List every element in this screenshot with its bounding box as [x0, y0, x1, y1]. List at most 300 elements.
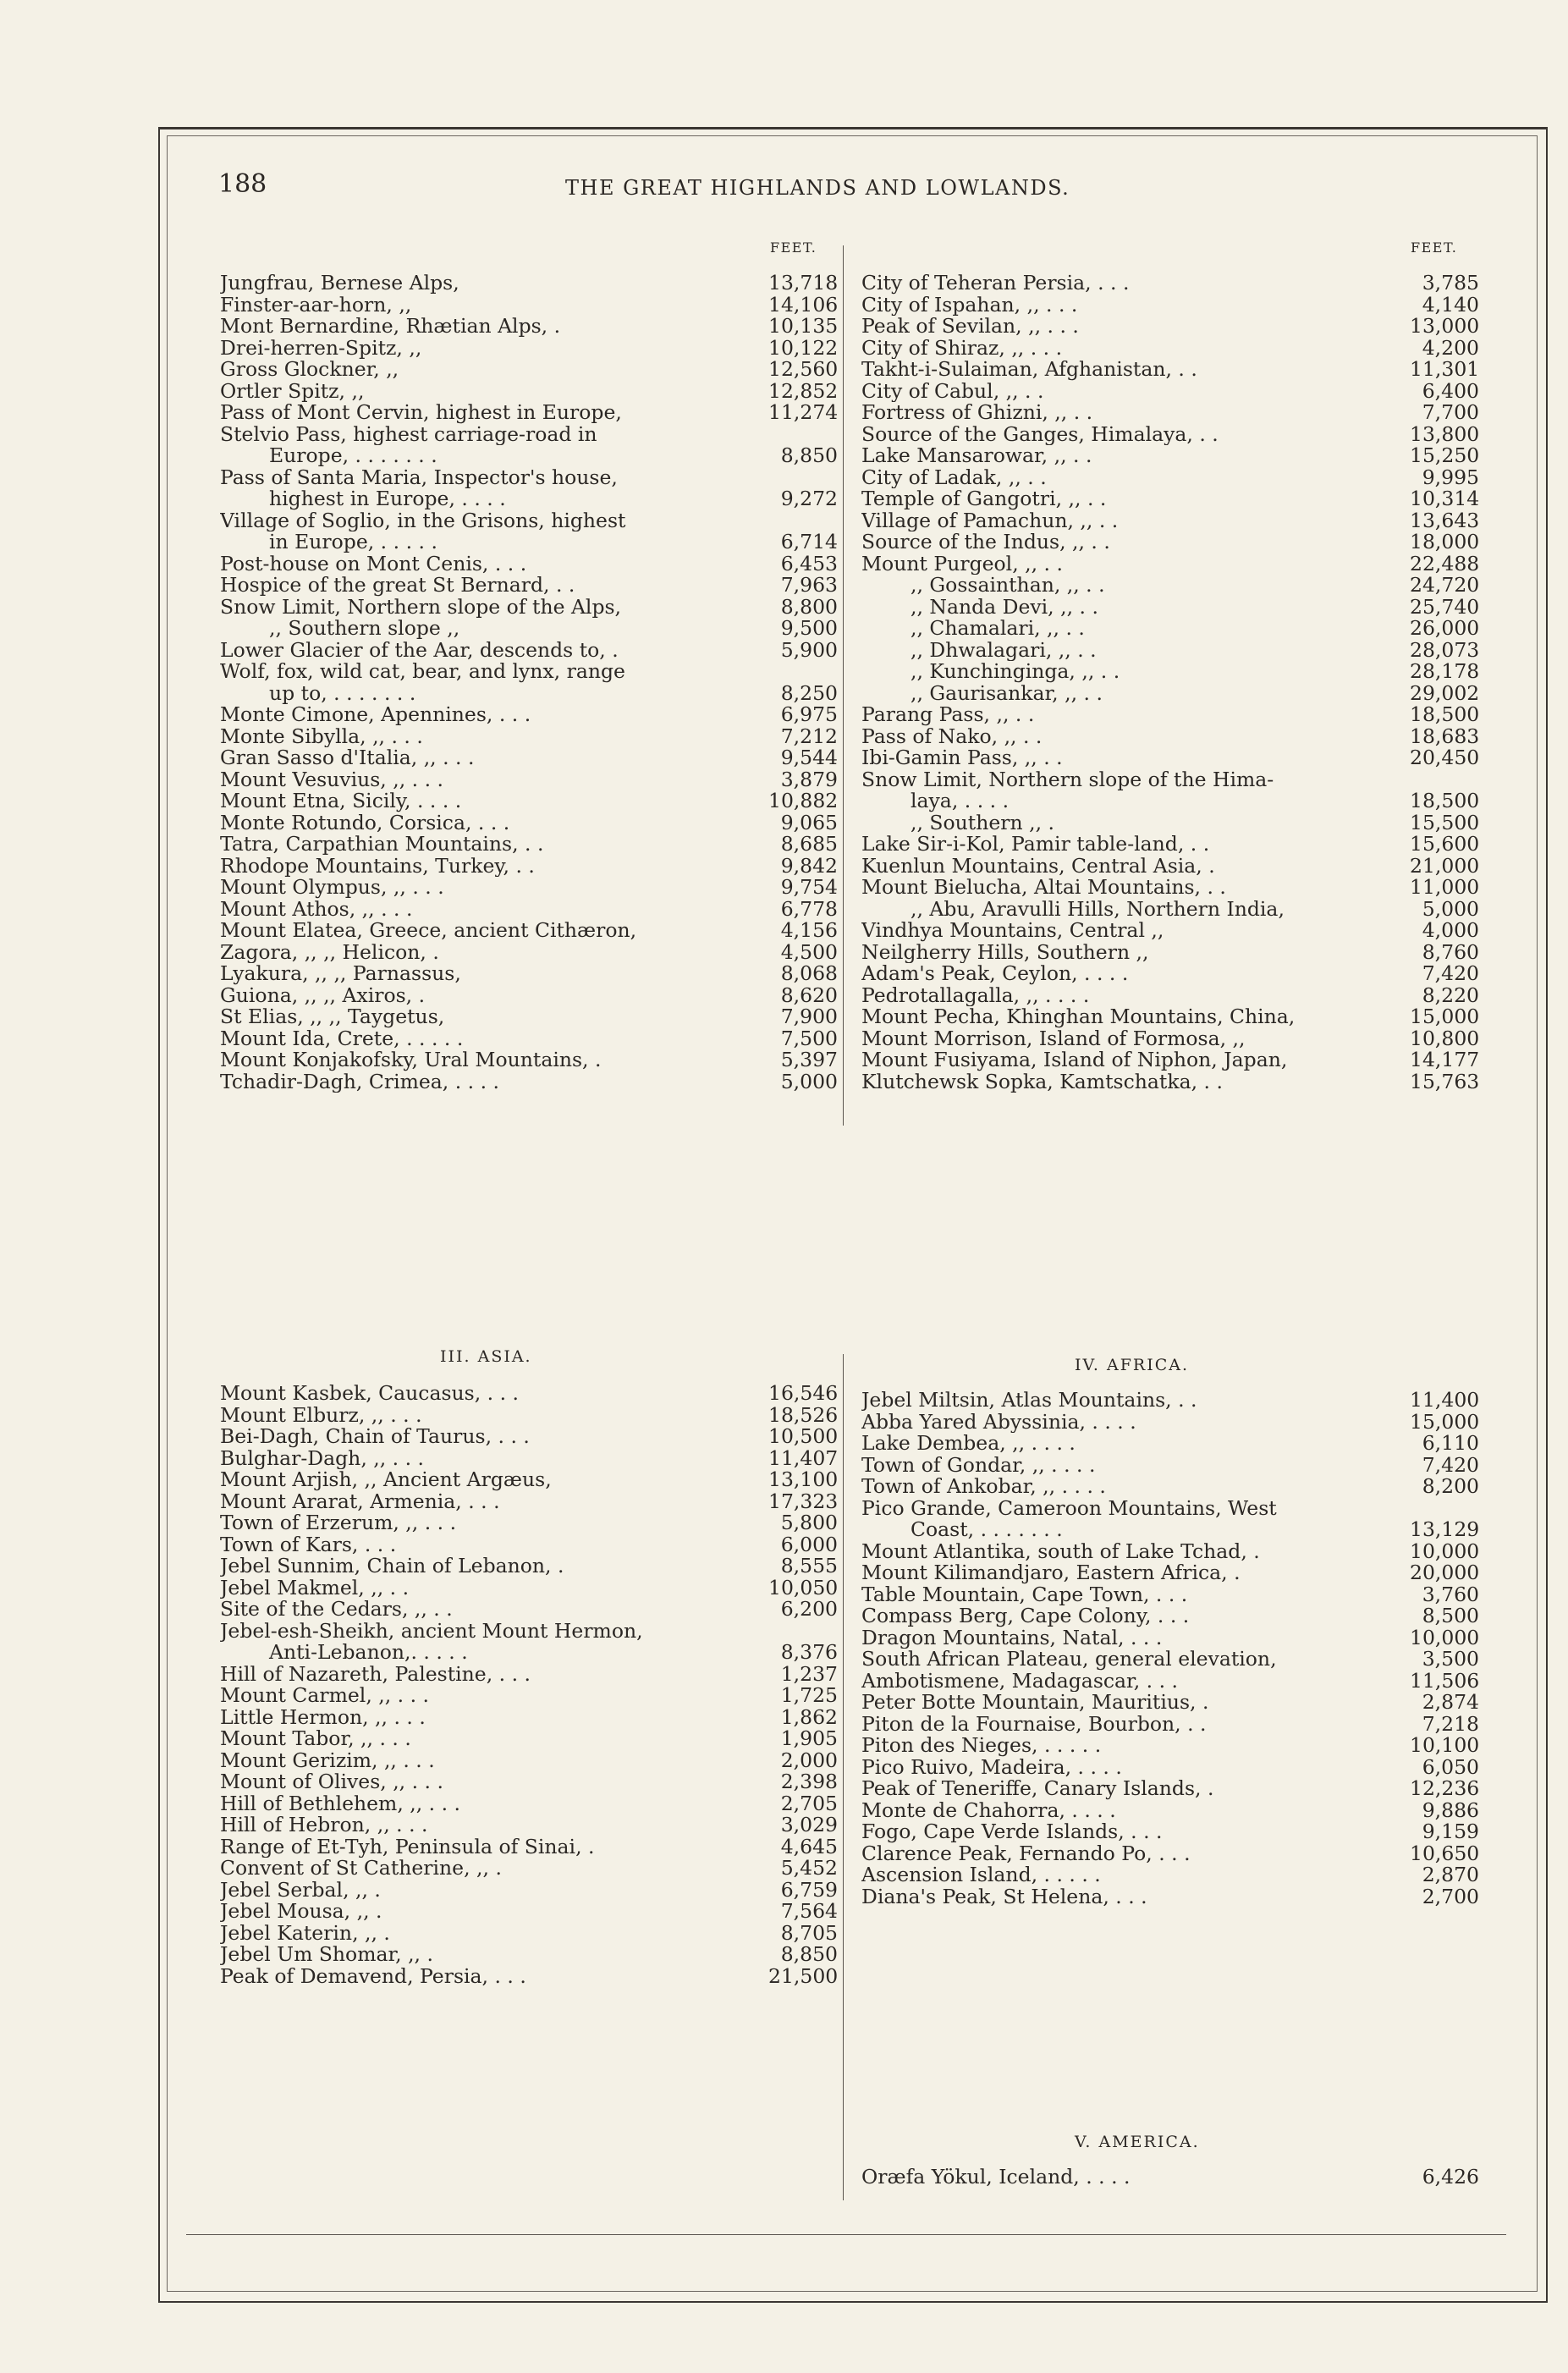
table-row: [861, 618, 1479, 640]
elevation-feet: 11,407: [768, 1445, 839, 1470]
table-row: [861, 1754, 1479, 1779]
table-row: [220, 1685, 838, 1707]
table-row: [861, 637, 1480, 662]
table-row: [861, 445, 1479, 467]
elevation-feet: 6,050: [1422, 1754, 1479, 1779]
table-row: [861, 488, 1479, 510]
table-row: [861, 1778, 1479, 1800]
place-name: ,, Nanda Devi, ,, . .: [911, 596, 1098, 618]
place-name: Peak of Demavend, Persia, . . .: [220, 1965, 526, 1987]
table-row: [861, 920, 1479, 942]
place-name: Piton des Nieges, . . . . .: [861, 1735, 1102, 1757]
place-name: Fogo, Cape Verde Islands, . . .: [861, 1821, 1163, 1843]
table-row: [861, 1692, 1479, 1714]
place-name: Mount Konjakofsky, Ural Mountains, .: [220, 1049, 602, 1071]
elevation-feet: 13,800: [1410, 421, 1480, 446]
place-name: Takht-i-Sulaiman, Afghanistan, . .: [861, 359, 1197, 381]
elevation-feet: 4,200: [1422, 335, 1479, 360]
table-row: [220, 985, 838, 1007]
table-row: [861, 853, 1480, 878]
table-row: [861, 1735, 1479, 1757]
elevation-feet: 6,000: [780, 1532, 838, 1556]
place-name: Anti-Lebanon,. . . . .: [269, 1642, 468, 1664]
elevation-feet: 2,700: [1422, 1884, 1479, 1908]
place-name: Tchadir-Dagh, Crimea, . . . .: [220, 1071, 500, 1093]
elevation-feet: 8,685: [780, 832, 838, 856]
elevation-feet: 13,000: [1410, 314, 1480, 338]
table-row: [220, 963, 838, 985]
place-name: Peak of Sevilan, ,, . . .: [861, 316, 1079, 338]
place-name: Compass Berg, Cape Colony, . . .: [861, 1605, 1190, 1627]
place-name: Bei-Dagh, Chain of Taurus, . . .: [220, 1426, 530, 1448]
place-name: Europe, . . . . . . .: [269, 445, 437, 467]
table-row: [220, 1814, 838, 1836]
table-row: [220, 1512, 838, 1534]
table-row: [861, 316, 1479, 338]
elevation-feet: 14,106: [768, 292, 839, 317]
elevation-feet: 10,650: [1410, 1841, 1480, 1865]
place-name: Mount Carmel, ,, . . .: [220, 1685, 430, 1707]
place-name: Town of Erzerum, ,, . . .: [220, 1512, 457, 1534]
table-row: [220, 292, 839, 317]
elevation-feet: 7,700: [1422, 400, 1479, 424]
table-row: [220, 1750, 838, 1772]
place-name: Jebel Miltsin, Atlas Mountains, . .: [861, 1390, 1197, 1412]
elevation-feet: 6,778: [780, 896, 838, 921]
table-row: [220, 335, 839, 360]
place-name: City of Shiraz, ,, . . .: [861, 337, 1063, 359]
elevation-feet: 9,886: [1422, 1798, 1479, 1822]
place-name: Pedrotallagalla, ,, . . . .: [861, 984, 1090, 1006]
place-name: Mount Ararat, Armenia, . . .: [220, 1490, 500, 1512]
place-name: Diana's Peak, St Helena, . . .: [861, 1886, 1147, 1908]
place-name: Parang Pass, ,, . .: [861, 704, 1035, 726]
feet-column-label-right: FEET.: [1411, 240, 1458, 256]
table-row: [220, 680, 838, 705]
place-name: Jebel Serbal, ,, .: [220, 1879, 381, 1901]
table-row: [220, 510, 838, 532]
feet-column-label-left: FEET.: [770, 240, 817, 256]
place-name: Lake Dembea, ,, . . . .: [861, 1433, 1076, 1455]
elevation-feet: 6,453: [780, 551, 838, 575]
place-name: Little Hermon, ,, . . .: [220, 1706, 426, 1728]
table-row: [220, 1071, 838, 1093]
table-row: [220, 1006, 838, 1028]
place-name: Abba Yared Abyssinia, . . . .: [861, 1411, 1136, 1433]
elevation-feet: 3,879: [780, 767, 838, 791]
table-row: [861, 1886, 1479, 1908]
place-name: Clarence Peak, Fernando Po, . . .: [861, 1842, 1191, 1864]
table-row: [220, 1599, 838, 1621]
table-row: [220, 1426, 838, 1448]
place-name: Rhodope Mountains, Turkey, . .: [220, 855, 535, 877]
elevation-feet: 10,800: [1410, 1026, 1480, 1050]
table-row: [861, 467, 1479, 489]
table-row: [861, 769, 1479, 791]
elevation-feet: 18,683: [1410, 724, 1480, 748]
table-row: [220, 920, 838, 942]
table-row: [861, 1711, 1479, 1736]
table-row: [220, 1402, 839, 1427]
elevation-feet: 15,250: [1410, 443, 1480, 467]
place-name: Mount Kasbek, Caucasus, . . .: [220, 1383, 519, 1405]
place-name: Village of Pamachun, ,, . .: [861, 509, 1119, 531]
place-name: Mount Vesuvius, ,, . . .: [220, 768, 443, 790]
place-name: Peak of Teneriffe, Canary Islands, .: [861, 1778, 1214, 1800]
place-name: Mount Elburz, ,, . . .: [220, 1404, 422, 1426]
table-row: [220, 1858, 838, 1880]
table-row: [220, 1049, 838, 1071]
elevation-feet: 15,000: [1410, 1409, 1480, 1434]
place-name: Lyakura, ,, ,, Parnassus,: [220, 963, 461, 985]
elevation-feet: 8,068: [780, 961, 838, 985]
place-name: Drei-herren-Spitz, ,,: [220, 337, 422, 359]
elevation-feet: 8,850: [780, 1942, 838, 1966]
asia-heading: III. ASIA.: [440, 1347, 532, 1366]
table-row: [861, 421, 1480, 446]
elevation-feet: 11,301: [1410, 357, 1480, 381]
elevation-feet: 5,000: [1422, 896, 1479, 921]
asia-list: [220, 1383, 838, 1987]
table-row: [861, 1864, 1479, 1886]
place-name: Mount Kilimandjaro, Eastern Africa, .: [861, 1562, 1241, 1584]
place-name: Mount Gerizim, ,, . . .: [220, 1749, 435, 1771]
elevation-feet: 15,500: [1410, 810, 1480, 834]
place-name: Snow Limit, Northern slope of the Alps,: [220, 596, 622, 618]
table-row: [220, 661, 838, 683]
table-row: [220, 1469, 838, 1491]
table-row: [861, 1541, 1479, 1563]
america-heading: V. AMERICA.: [1075, 2133, 1200, 2151]
table-row: [861, 1668, 1480, 1693]
elevation-feet: 4,000: [1422, 918, 1479, 942]
table-row: [861, 1476, 1479, 1498]
elevation-feet: 4,156: [780, 918, 838, 942]
table-row: [220, 1920, 838, 1945]
elevation-feet: 8,376: [780, 1640, 838, 1664]
running-head: THE GREAT HIGHLANDS AND LOWLANDS.: [565, 176, 1070, 200]
table-row: [220, 812, 838, 834]
table-row: [861, 402, 1479, 424]
table-row: [220, 402, 838, 424]
place-name: South African Plateau, general elevation,: [861, 1649, 1277, 1671]
asia-continued-list: [861, 273, 1479, 1093]
elevation-feet: 11,506: [1410, 1668, 1480, 1693]
elevation-feet: 8,500: [1422, 1604, 1479, 1627]
table-row: [861, 1821, 1479, 1843]
elevation-feet: 1,905: [780, 1726, 838, 1750]
elevation-feet: 7,900: [780, 1005, 838, 1028]
table-row: [861, 1452, 1479, 1477]
place-name: Vindhya Mountains, Central ,,: [861, 920, 1164, 942]
place-name: Hill of Hebron, ,, . . .: [220, 1814, 428, 1836]
place-name: Monte Rotundo, Corsica, . . .: [220, 812, 510, 834]
africa-heading: IV. AFRICA.: [1075, 1356, 1189, 1374]
place-name: Mount Ida, Crete, . . . . .: [220, 1027, 464, 1049]
elevation-feet: 8,800: [780, 594, 838, 619]
table-row: [861, 510, 1479, 532]
table-row: [220, 316, 838, 338]
place-name: Lake Sir-i-Kol, Pamir table-land, . .: [861, 834, 1210, 856]
table-row: [220, 1555, 838, 1577]
place-name: ,, Dhwalagari, ,, . .: [911, 639, 1097, 661]
place-name: Mont Bernardine, Rhætian Alps, .: [220, 316, 561, 338]
elevation-feet: 2,000: [780, 1748, 838, 1772]
elevation-feet: 4,140: [1422, 292, 1479, 317]
elevation-feet: 10,135: [768, 314, 839, 338]
elevation-feet: 8,250: [780, 680, 838, 705]
place-name: Jebel-esh-Sheikh, ancient Mount Hermon,: [220, 1620, 643, 1642]
elevation-feet: 10,500: [768, 1424, 839, 1448]
elevation-feet: 9,159: [1422, 1820, 1479, 1843]
place-name: Village of Soglio, in the Grisons, highest: [220, 509, 626, 531]
africa-list: [861, 1390, 1479, 1908]
table-row: [220, 769, 838, 791]
table-row: [220, 467, 838, 489]
table-row: [861, 747, 1479, 769]
elevation-feet: 10,050: [768, 1575, 839, 1599]
elevation-feet: 6,110: [1422, 1431, 1479, 1455]
place-name: Mount Atlantika, south of Lake Tchad, .: [861, 1540, 1260, 1562]
table-row: [861, 726, 1479, 748]
table-row: [220, 853, 838, 878]
place-name: highest in Europe, . . . .: [269, 488, 506, 510]
elevation-feet: 6,426: [1422, 2165, 1479, 2189]
place-name: Pass of Mont Cervin, highest in Europe,: [220, 402, 622, 424]
column-divider-top: [843, 245, 844, 1126]
table-row: [220, 790, 838, 812]
table-row: [220, 896, 838, 921]
place-name: Finster-aar-horn, ,,: [220, 294, 412, 316]
place-name: Mount Elatea, Greece, ancient Cithæron,: [220, 920, 637, 942]
elevation-feet: 20,450: [1410, 746, 1480, 769]
place-name: Mount Morrison, Island of Formosa, ,,: [861, 1027, 1246, 1049]
place-name: Bulghar-Dagh, ,, . . .: [220, 1447, 425, 1469]
table-row: [220, 445, 838, 467]
table-row: [220, 488, 838, 510]
table-row: [220, 378, 839, 403]
place-name: Monte Cimone, Apennines, . . .: [220, 704, 531, 726]
elevation-feet: 7,500: [780, 1026, 838, 1050]
table-row: [220, 1621, 838, 1643]
table-row: [861, 985, 1479, 1007]
table-row: [220, 359, 838, 381]
place-name: Mount Etna, Sicily, . . . .: [220, 790, 462, 812]
place-name: Jebel Sunnim, Chain of Lebanon, .: [220, 1555, 564, 1577]
table-row: [861, 963, 1479, 985]
table-row: [220, 1901, 838, 1923]
place-name: Convent of St Catherine, ,, .: [220, 1858, 502, 1880]
table-row: [220, 1771, 838, 1793]
place-name: Source of the Ganges, Himalaya, . .: [861, 423, 1219, 445]
elevation-feet: 8,850: [780, 443, 838, 467]
place-name: Mount Pecha, Khinghan Mountains, China,: [861, 1006, 1296, 1028]
table-row: [220, 747, 838, 769]
place-name: Hospice of the great St Bernard, . .: [220, 575, 575, 597]
place-name: Jebel Mousa, ,, .: [220, 1901, 382, 1923]
place-name: Mount Bielucha, Altai Mountains, . .: [861, 877, 1226, 899]
elevation-feet: 5,452: [780, 1856, 838, 1880]
place-name: Monte de Chahorra, . . . .: [861, 1799, 1116, 1821]
place-name: Neilgherry Hills, Southern ,,: [861, 941, 1149, 963]
table-row: [220, 1577, 838, 1599]
place-name: Temple of Gangotri, ,, . .: [861, 488, 1107, 510]
table-row: [861, 877, 1479, 899]
table-row: [861, 834, 1479, 856]
place-name: Town of Ankobar, ,, . . . .: [861, 1476, 1106, 1498]
place-name: Ambotismene, Madagascar, . . .: [861, 1670, 1178, 1692]
place-name: City of Teheran Persia, . . .: [861, 273, 1130, 295]
elevation-feet: 5,800: [780, 1511, 838, 1534]
elevation-feet: 8,705: [780, 1920, 838, 1945]
elevation-feet: 1,725: [780, 1683, 838, 1707]
place-name: Pass of Santa Maria, Inspector's house,: [220, 466, 618, 488]
elevation-feet: 9,065: [780, 810, 838, 834]
elevation-feet: 2,398: [780, 1770, 838, 1793]
table-row: [861, 939, 1479, 964]
elevation-feet: 26,000: [1410, 616, 1480, 640]
table-row: [861, 680, 1480, 705]
table-row: [861, 1433, 1479, 1455]
column-divider-bottom: [843, 1354, 844, 2200]
elevation-feet: 14,177: [1410, 1048, 1480, 1071]
elevation-feet: 20,000: [1410, 1561, 1480, 1584]
table-row: [220, 877, 838, 899]
elevation-feet: 9,842: [780, 853, 838, 878]
elevation-feet: 21,500: [768, 1963, 839, 1988]
table-row: [220, 1963, 839, 1988]
elevation-feet: 4,500: [780, 939, 838, 964]
elevation-feet: 9,544: [780, 746, 838, 769]
elevation-feet: 15,600: [1410, 832, 1480, 856]
elevation-feet: 11,400: [1410, 1388, 1480, 1412]
elevation-feet: 10,100: [1410, 1733, 1480, 1757]
table-row: [220, 1445, 839, 1470]
elevation-feet: 12,560: [768, 357, 839, 381]
place-name: Tatra, Carpathian Mountains, . .: [220, 834, 544, 856]
elevation-feet: 29,002: [1410, 680, 1480, 705]
place-name: Town of Gondar, ,, . . . .: [861, 1454, 1096, 1476]
place-name: Lower Glacier of the Aar, descends to, .: [220, 639, 619, 661]
table-row: [861, 335, 1479, 360]
place-name: ,, Southern ,, .: [911, 812, 1054, 834]
table-row: [220, 1028, 838, 1050]
elevation-feet: 3,760: [1422, 1582, 1479, 1606]
place-name: Ortler Spitz, ,,: [220, 380, 365, 402]
place-name: Jebel Katerin, ,, .: [220, 1922, 390, 1944]
place-name: Hill of Nazareth, Palestine, . . .: [220, 1663, 531, 1685]
elevation-feet: 21,000: [1410, 853, 1480, 878]
elevation-feet: 24,720: [1410, 573, 1480, 597]
table-row: [861, 378, 1479, 403]
elevation-feet: 7,420: [1422, 1452, 1479, 1477]
table-row: [861, 1843, 1479, 1865]
place-name: St Elias, ,, ,, Taygetus,: [220, 1006, 445, 1028]
place-name: Jebel Um Shomar, ,, .: [220, 1944, 433, 1966]
elevation-feet: 8,220: [1422, 983, 1479, 1007]
table-row: [861, 1605, 1479, 1627]
place-name: Range of Et-Tyh, Peninsula of Sinai, .: [220, 1836, 595, 1858]
elevation-feet: 6,200: [780, 1597, 838, 1621]
table-row: [220, 1661, 838, 1686]
elevation-feet: 1,237: [780, 1661, 838, 1686]
place-name: Jebel Makmel, ,, . .: [220, 1577, 410, 1599]
place-name: Oræfa Yökul, Iceland, . . . .: [861, 2167, 1131, 2189]
place-name: Mount Purgeol, ,, . .: [861, 553, 1063, 575]
elevation-feet: 6,975: [780, 702, 838, 726]
place-name: ,, Abu, Aravulli Hills, Northern India,: [911, 898, 1285, 920]
europe-list: [220, 273, 838, 1093]
table-row: [861, 292, 1479, 317]
place-name: Piton de la Fournaise, Bourbon, . .: [861, 1713, 1207, 1735]
table-row: [861, 790, 1479, 812]
table-row: [861, 531, 1479, 553]
elevation-feet: 13,129: [1410, 1517, 1480, 1541]
table-row: [220, 531, 838, 553]
bottom-rule: [186, 2234, 1506, 2235]
place-name: Town of Kars, . . .: [220, 1533, 397, 1555]
table-row: [220, 424, 838, 446]
table-row: [861, 1519, 1479, 1541]
place-name: Site of the Cedars, ,, . .: [220, 1599, 453, 1621]
table-row: [861, 1562, 1479, 1584]
table-row: [220, 575, 838, 597]
elevation-feet: 13,718: [768, 271, 839, 295]
elevation-feet: 8,555: [780, 1554, 838, 1577]
place-name: Mount Arjish, ,, Ancient Argæus,: [220, 1469, 552, 1491]
table-row: [220, 1793, 838, 1815]
table-row: [861, 1006, 1479, 1028]
place-name: Adam's Peak, Ceylon, . . . .: [861, 963, 1129, 985]
elevation-feet: 6,759: [780, 1877, 838, 1902]
elevation-feet: 9,754: [780, 875, 838, 899]
elevation-feet: 9,995: [1422, 465, 1479, 489]
place-name: ,, Chamalari, ,, . .: [911, 618, 1085, 640]
table-row: [861, 661, 1479, 683]
elevation-feet: 7,212: [780, 724, 838, 748]
table-row: [861, 553, 1479, 575]
place-name: Table Mountain, Cape Town, . . .: [861, 1583, 1188, 1605]
place-name: Mount of Olives, ,, . . .: [220, 1771, 443, 1793]
table-row: [220, 1944, 838, 1966]
table-row: [861, 273, 1479, 295]
place-name: City of Ladak, ,, . .: [861, 466, 1047, 488]
elevation-feet: 13,643: [1410, 508, 1480, 532]
elevation-feet: 18,500: [1410, 789, 1480, 812]
table-row: [861, 575, 1479, 597]
elevation-feet: 8,620: [780, 983, 838, 1007]
elevation-feet: 6,714: [780, 530, 838, 553]
elevation-feet: 10,000: [1410, 1539, 1480, 1563]
table-row: [220, 1642, 838, 1664]
elevation-feet: 10,000: [1410, 1625, 1480, 1649]
elevation-feet: 3,785: [1422, 271, 1479, 295]
elevation-feet: 15,763: [1410, 1069, 1480, 1093]
elevation-feet: 5,900: [780, 637, 838, 662]
elevation-feet: 7,564: [780, 1899, 838, 1923]
table-row: [220, 1534, 838, 1556]
elevation-feet: 9,272: [780, 487, 838, 510]
elevation-feet: 8,760: [1422, 939, 1479, 964]
elevation-feet: 18,000: [1410, 530, 1480, 553]
elevation-feet: 22,488: [1410, 551, 1480, 575]
place-name: Mount Fusiyama, Island of Niphon, Japan,: [861, 1049, 1288, 1071]
table-row: [861, 1071, 1479, 1093]
place-name: Mount Athos, ,, . . .: [220, 898, 413, 920]
elevation-feet: 6,400: [1422, 378, 1479, 403]
table-row: [220, 726, 838, 748]
place-name: Ibi-Gamin Pass, ,, . .: [861, 747, 1063, 769]
